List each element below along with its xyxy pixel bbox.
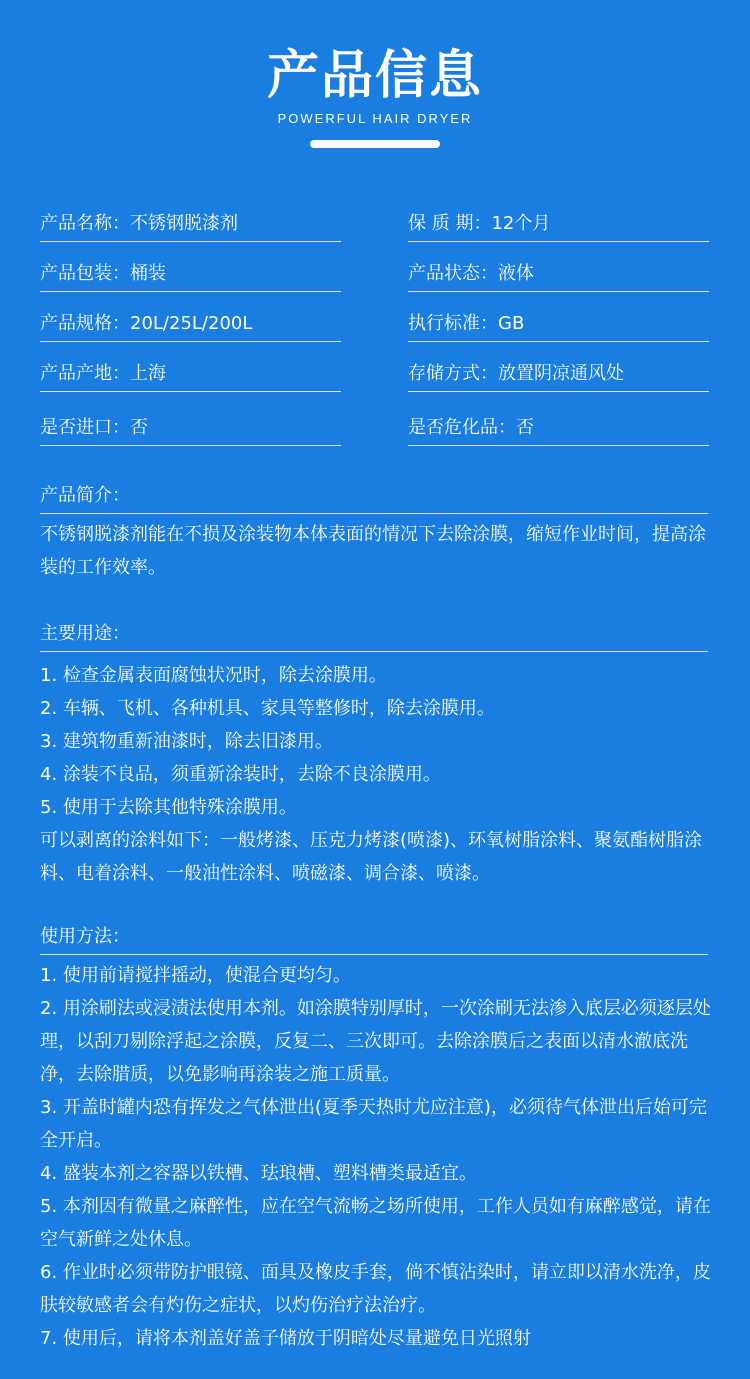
- intro-heading: 产品简介：: [40, 484, 708, 514]
- page-title: 产品信息: [266, 46, 483, 106]
- info-row-storage: [408, 362, 709, 392]
- package-value: 桶装: [130, 263, 166, 284]
- title-underline-bar: [310, 140, 440, 148]
- method-heading: 使用方法：: [40, 925, 708, 955]
- import-value: 否: [130, 417, 148, 438]
- state-value: 液体: [498, 263, 534, 284]
- method-item: 4. 盛装本剂之容器以铁槽、珐琅槽、塑料槽类最适宜。: [40, 1163, 477, 1184]
- info-row-hazard: [408, 416, 709, 446]
- storage-label: 存储方式：: [408, 363, 498, 384]
- uses-list: [40, 659, 712, 890]
- method-list: [40, 959, 712, 1355]
- page-subtitle: POWERFUL HAIR DRYER: [277, 111, 473, 126]
- info-row-state: [408, 262, 709, 292]
- name-label: 产品名称：: [40, 213, 130, 234]
- state-label: 产品状态：: [408, 263, 498, 284]
- uses-item: 3. 建筑物重新油漆时，除去旧漆用。: [40, 731, 333, 752]
- uses-item: 5. 使用于去除其他特殊涂膜用。: [40, 797, 297, 818]
- shelf-life-value: 12个月: [491, 213, 551, 234]
- origin-label: 产品产地：: [40, 363, 130, 384]
- info-row-shelf-life: [408, 212, 709, 242]
- shelf-life-label: 保 质 期：: [408, 213, 492, 234]
- method-item: 2. 用涂刷法或浸渍法使用本剂。如涂膜特别厚时，一次涂刷无法渗入底层必须逐层处理，以刮刀剔除浮起之涂膜，反复二、三次即可。去除涂膜后之表面以清水澈底洗净，去除腊质，以免影响再涂装之施工质量。: [40, 998, 711, 1085]
- method-item: 1. 使用前请搅拌摇动，使混合更均匀。: [40, 965, 351, 986]
- intro-text: [40, 518, 712, 584]
- method-item: 3. 开盖时罐内恐有挥发之气体泄出(夏季天热时尤应注意)，必须待气体泄出后始可完全开启。: [40, 1097, 707, 1151]
- method-item: 6. 作业时必须带防护眼镜、面具及橡皮手套，倘不慎沾染时，请立即以清水洗净，皮肤较敏感者会有灼伤之症状，以灼伤治疗法治疗。: [40, 1262, 711, 1316]
- storage-value: 放置阴凉通风处: [498, 363, 624, 384]
- info-row-spec: [40, 312, 341, 342]
- package-label: 产品包装：: [40, 263, 130, 284]
- uses-heading: 主要用途：: [40, 622, 708, 652]
- uses-item: 1. 检查金属表面腐蚀状况时，除去涂膜用。: [40, 665, 387, 686]
- uses-item: 2. 车辆、飞机、各种机具、家具等整修时，除去涂膜用。: [40, 698, 495, 719]
- standard-value: GB: [498, 313, 525, 334]
- spec-label: 产品规格：: [40, 313, 130, 334]
- import-label: 是否进口：: [40, 417, 130, 438]
- info-row-import: [40, 416, 341, 446]
- hazard-value: 否: [516, 417, 534, 438]
- intro-paragraph: 不锈钢脱漆剂能在不损及涂装物本体表面的情况下去除涂膜，缩短作业时间，提高涂装的工作效率。: [40, 524, 706, 578]
- spec-value: 20L/25L/200L: [130, 313, 253, 334]
- method-item: 7. 使用后，请将本剂盖好盖子储放于阴暗处尽量避免日光照射: [40, 1328, 531, 1349]
- method-item: 5. 本剂因有微量之麻醉性，应在空气流畅之场所使用，工作人员如有麻醉感觉，请在空气新鲜之处休息。: [40, 1196, 711, 1250]
- hazard-label: 是否危化品：: [408, 417, 516, 438]
- info-row-package: [40, 262, 341, 292]
- standard-label: 执行标准：: [408, 313, 498, 334]
- info-row-standard: [408, 312, 709, 342]
- info-row-origin: [40, 362, 341, 392]
- uses-item: 4. 涂装不良品，须重新涂装时，去除不良涂膜用。: [40, 764, 441, 785]
- info-row-name: [40, 212, 341, 242]
- uses-item: 可以剥离的涂料如下：一般烤漆、压克力烤漆(喷漆)、环氧树脂涂料、聚氨酯树脂涂料、电着涂料、一般油性涂料、喷磁漆、调合漆、喷漆。: [40, 830, 703, 884]
- name-value: 不锈钢脱漆剂: [130, 213, 238, 234]
- origin-value: 上海: [130, 363, 166, 384]
